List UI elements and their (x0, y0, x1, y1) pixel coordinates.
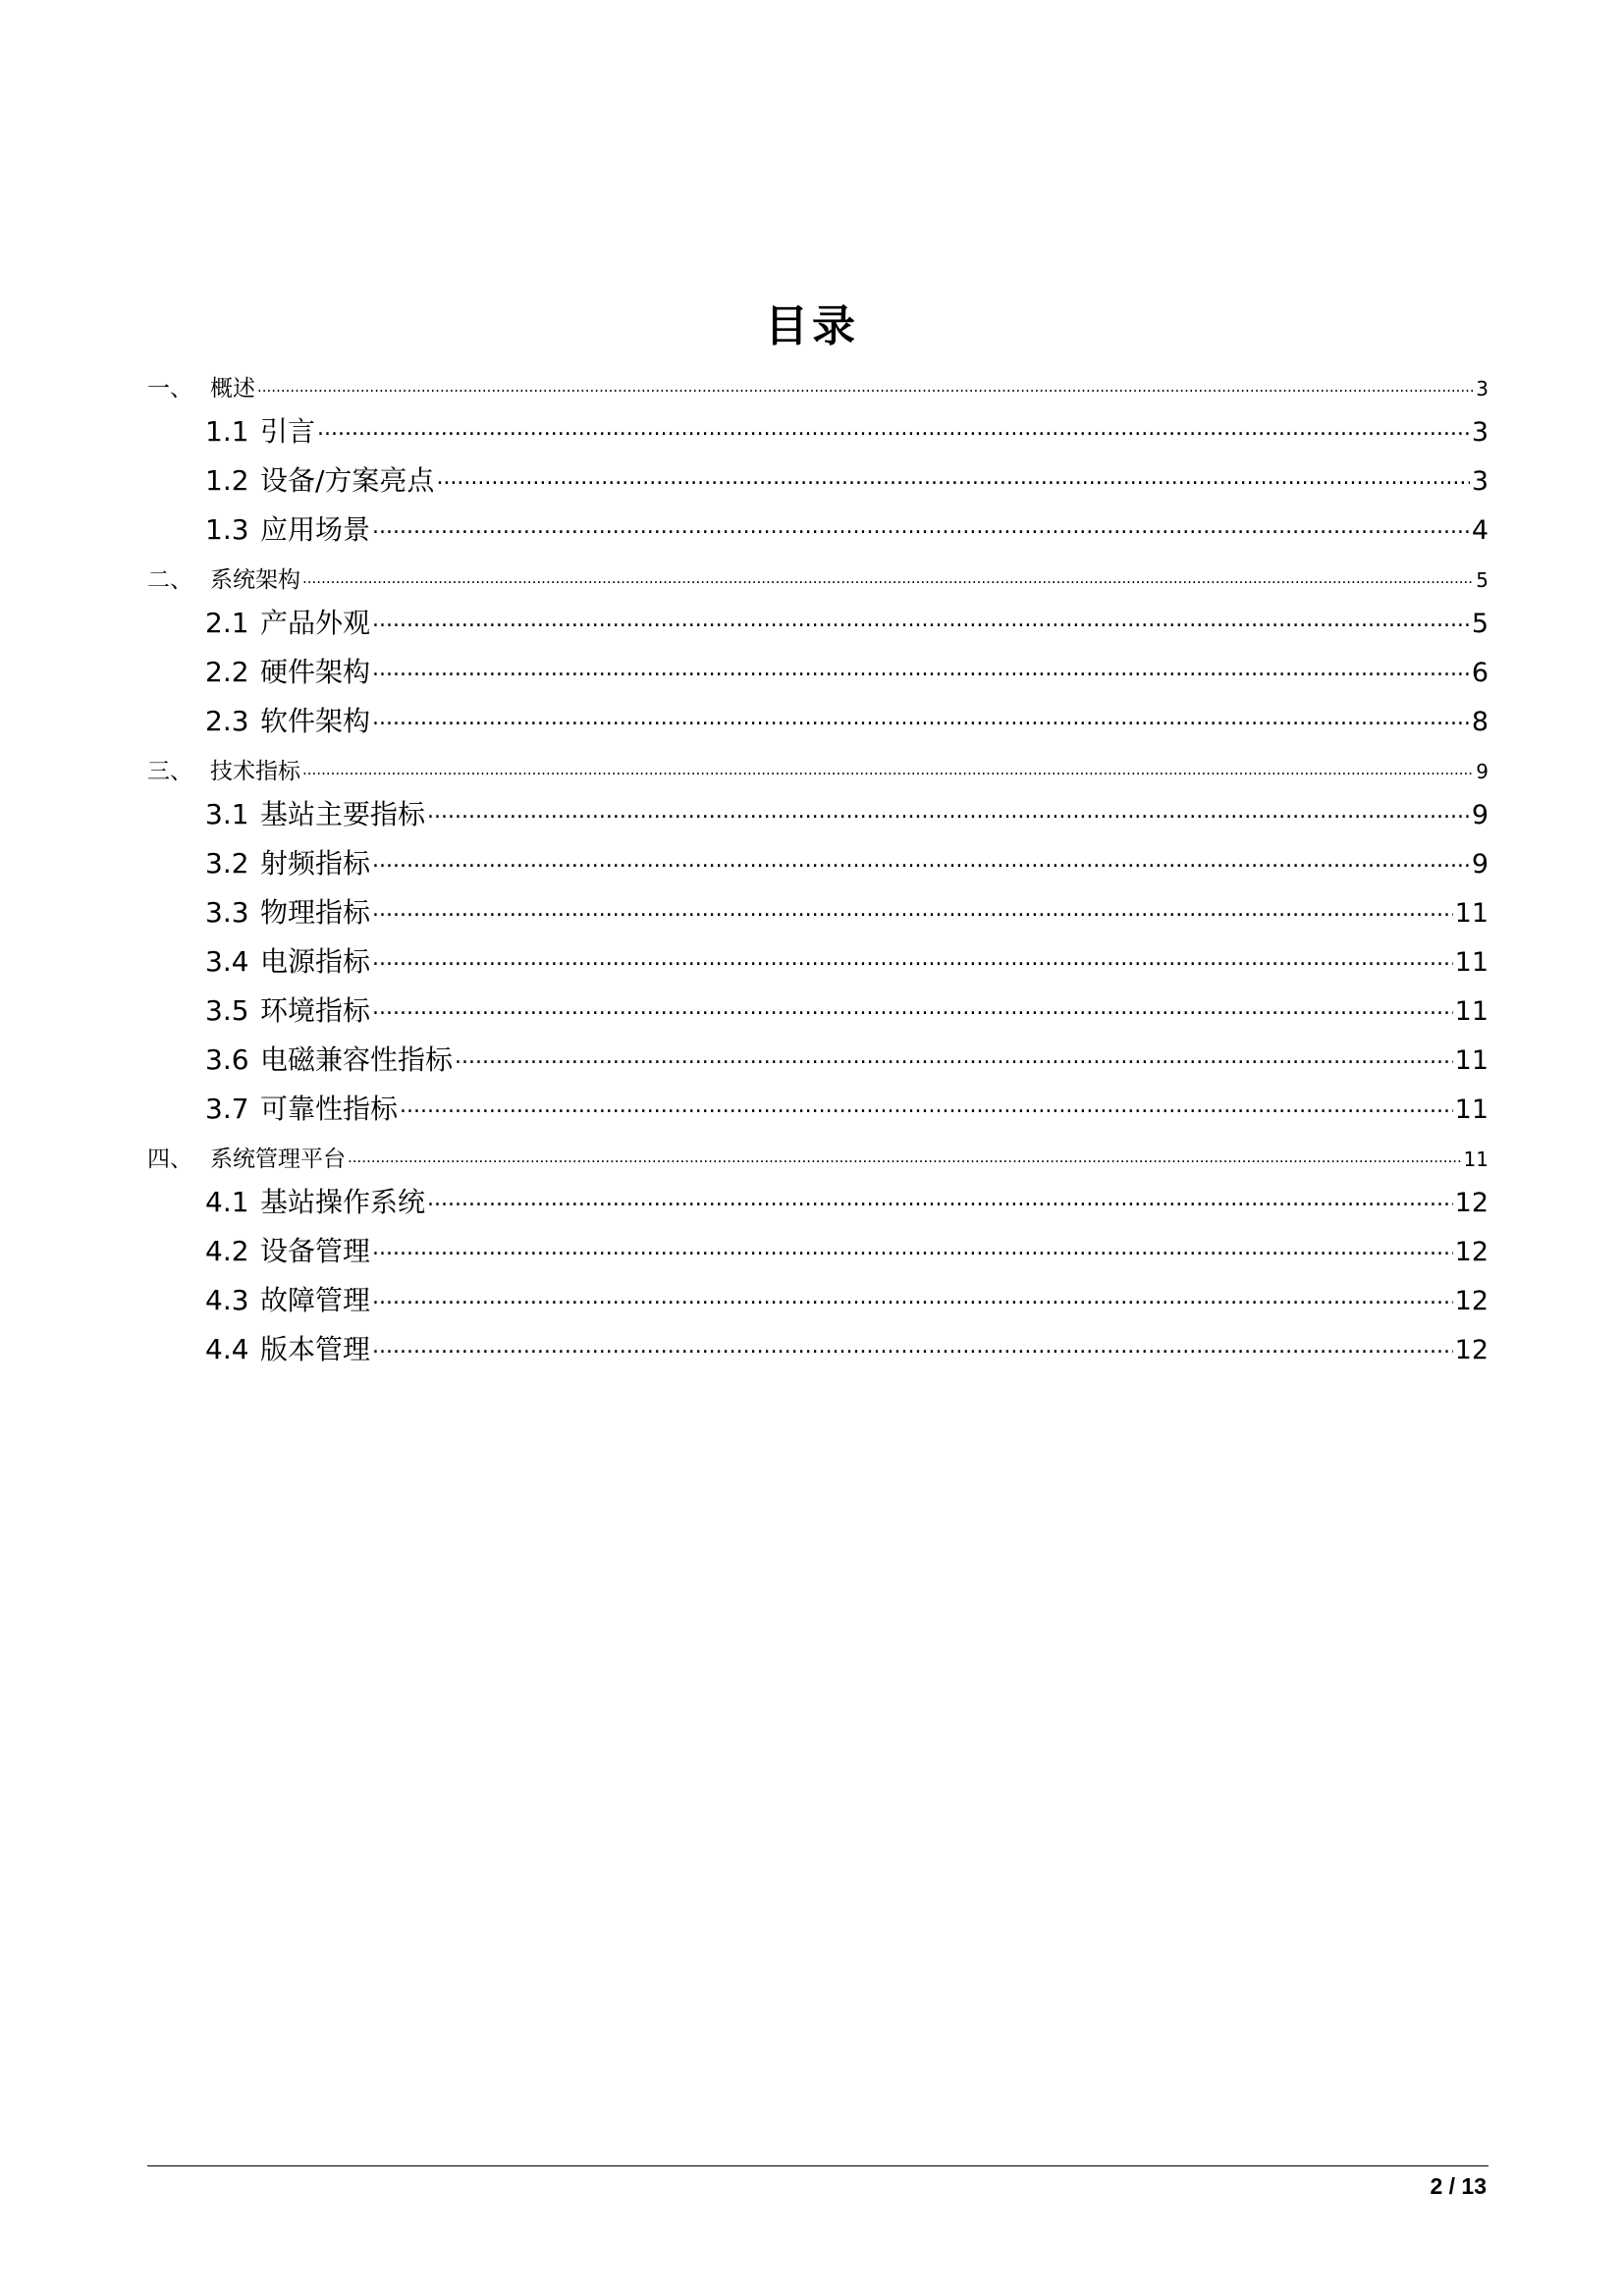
toc-entry-page: 12 (1454, 1286, 1489, 1316)
toc-entry-number: 4.3 (205, 1284, 249, 1316)
toc-entry-number: 1.3 (205, 513, 249, 546)
toc-entry-page: 11 (1454, 1095, 1489, 1125)
toc-entry-3-7[interactable] (147, 1088, 1489, 1127)
toc-entry-label: 设备/方案亮点 (260, 464, 435, 497)
toc-entry-page: 5 (1471, 609, 1489, 639)
toc-entry-2-1[interactable] (147, 602, 1489, 641)
toc-entry-1[interactable] (147, 370, 1489, 402)
toc-entry-label: 基站操作系统 (260, 1186, 426, 1218)
toc-entry-1-2[interactable] (147, 459, 1489, 499)
toc-entry-number: 2.2 (205, 656, 249, 688)
toc-leader-dots (302, 564, 1474, 587)
toc-leader-dots (372, 943, 1453, 971)
toc-entry-label: 基站主要指标 (260, 798, 426, 830)
toc-leader-dots (372, 894, 1453, 922)
toc-entry-2-2[interactable] (147, 651, 1489, 690)
toc-entry-page: 3 (1471, 466, 1489, 497)
toc-entry-label: 概述 (210, 376, 255, 401)
toc-entry-label: 引言 (260, 415, 316, 448)
toc-entry-label: 软件架构 (260, 705, 371, 737)
toc-leader-dots (372, 992, 1453, 1020)
toc-entry-number: 3.3 (205, 896, 249, 929)
toc-entry-3-3[interactable] (147, 891, 1489, 931)
toc-entry-page: 6 (1471, 658, 1489, 688)
toc-entry-page: 3 (1476, 377, 1489, 400)
toc-entry-label: 电源指标 (260, 945, 371, 978)
toc-entry-number: 一、 (147, 376, 192, 401)
toc-entry-label: 硬件架构 (260, 656, 371, 688)
toc-leader-dots (372, 845, 1470, 873)
toc-entry-4-3[interactable] (147, 1279, 1489, 1318)
toc-entry-page: 12 (1454, 1237, 1489, 1267)
toc-entry-number: 3.4 (205, 945, 249, 978)
toc-entry-page: 11 (1454, 947, 1489, 978)
toc-leader-dots (400, 1091, 1453, 1118)
toc-leader-dots (436, 462, 1469, 490)
toc-entry-number: 3.5 (205, 994, 249, 1027)
toc-leader-dots (372, 1331, 1453, 1359)
toc-entry-number: 1.1 (205, 415, 249, 448)
toc-entry-page: 9 (1471, 849, 1489, 880)
toc-title: 目录 (765, 301, 859, 351)
toc-entry-label: 故障管理 (260, 1284, 371, 1316)
toc-entry-number: 1.2 (205, 464, 249, 497)
toc-entry-page: 12 (1454, 1188, 1489, 1218)
toc-leader-dots (372, 703, 1470, 730)
toc-entry-label: 电磁兼容性指标 (260, 1043, 454, 1076)
toc-leader-dots (372, 654, 1470, 681)
toc-entry-label: 设备管理 (260, 1235, 371, 1267)
toc-entry-label: 应用场景 (260, 513, 371, 546)
toc-entry-number: 4.2 (205, 1235, 249, 1267)
toc-entry-page: 8 (1471, 707, 1489, 737)
toc-entry-label: 版本管理 (260, 1333, 371, 1365)
toc-leader-dots (372, 605, 1470, 632)
toc-entry-3-1[interactable] (147, 793, 1489, 832)
toc-entry-page: 3 (1471, 417, 1489, 448)
toc-entry-page: 11 (1454, 996, 1489, 1027)
toc-entry-4-4[interactable] (147, 1328, 1489, 1367)
toc-entry-number: 二、 (147, 567, 192, 593)
toc-entry-label: 产品外观 (260, 607, 371, 639)
toc-entry-1-1[interactable] (147, 410, 1489, 450)
toc-leader-dots (348, 1144, 1462, 1166)
page-number: 2 / 13 (1430, 2173, 1487, 2199)
toc-entry-2[interactable] (147, 561, 1489, 594)
toc-entry-3-2[interactable] (147, 842, 1489, 881)
toc-entry-page: 11 (1454, 898, 1489, 929)
toc-entry-3-5[interactable] (147, 989, 1489, 1029)
toc-entry-page: 9 (1471, 800, 1489, 830)
toc-entry-page: 4 (1471, 515, 1489, 546)
toc-entry-3-4[interactable] (147, 940, 1489, 980)
toc-entry-label: 系统架构 (210, 567, 300, 593)
toc-entry-number: 4.4 (205, 1333, 249, 1365)
toc-entry-page: 9 (1476, 760, 1489, 783)
toc-entry-label: 技术指标 (210, 759, 300, 784)
toc-entry-page: 11 (1454, 1045, 1489, 1076)
toc-leader-dots (372, 1282, 1453, 1309)
toc-leader-dots (302, 756, 1474, 778)
toc-leader-dots (257, 373, 1474, 396)
toc-leader-dots (372, 1233, 1453, 1260)
toc-entry-3[interactable] (147, 753, 1489, 785)
toc-entry-label: 系统管理平台 (210, 1147, 346, 1172)
toc-entry-1-3[interactable] (147, 508, 1489, 548)
toc-entry-4-2[interactable] (147, 1230, 1489, 1269)
toc-leader-dots (455, 1041, 1453, 1069)
toc-entry-number: 3.1 (205, 798, 249, 830)
toc-leader-dots (427, 1184, 1453, 1211)
toc-entry-4[interactable] (147, 1141, 1489, 1173)
toc-entry-number: 四、 (147, 1147, 192, 1172)
toc-entry-label: 环境指标 (260, 994, 371, 1027)
toc-entry-2-3[interactable] (147, 700, 1489, 739)
toc-entry-number: 3.6 (205, 1043, 249, 1076)
toc-entry-number: 2.1 (205, 607, 249, 639)
toc-entry-label: 物理指标 (260, 896, 371, 929)
footer-divider (147, 2165, 1489, 2166)
toc-entry-label: 可靠性指标 (260, 1093, 399, 1125)
toc-entry-number: 3.2 (205, 847, 249, 880)
toc-entry-label: 射频指标 (260, 847, 371, 880)
toc-entry-number: 4.1 (205, 1186, 249, 1218)
toc-entry-number: 3.7 (205, 1093, 249, 1125)
toc-entry-number: 三、 (147, 759, 192, 784)
toc-leader-dots (372, 511, 1470, 539)
toc-entry-3-6[interactable] (147, 1039, 1489, 1078)
toc-entry-page: 12 (1454, 1335, 1489, 1365)
toc-leader-dots (427, 796, 1470, 824)
toc-entry-4-1[interactable] (147, 1181, 1489, 1220)
toc-leader-dots (317, 413, 1470, 441)
toc-entry-page: 11 (1463, 1148, 1489, 1171)
toc-entry-number: 2.3 (205, 705, 249, 737)
toc-entry-page: 5 (1476, 568, 1489, 592)
